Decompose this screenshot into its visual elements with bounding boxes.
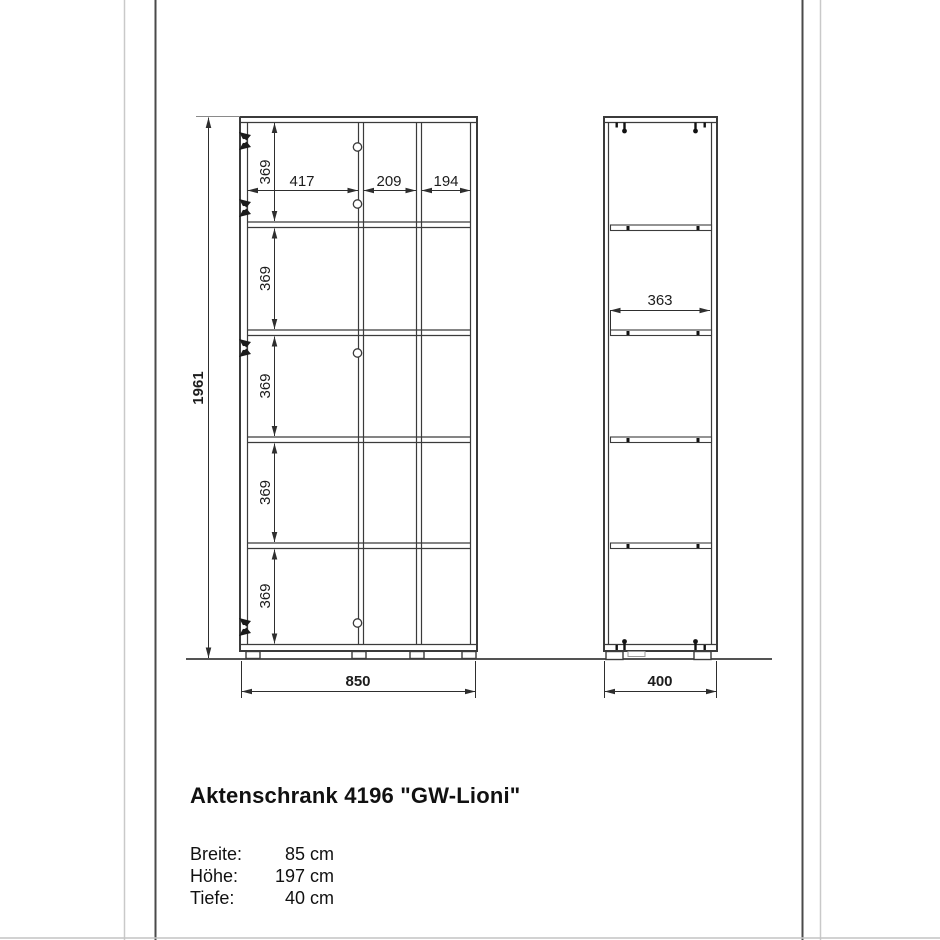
- depth-dim-label: 400: [647, 673, 673, 690]
- row-dim-label: 369: [256, 159, 274, 185]
- page-title: Aktenschrank 4196 "GW-Lioni": [190, 783, 521, 808]
- spec-row: [190, 843, 520, 865]
- knob-icon: [353, 200, 361, 208]
- bolt-icon: [704, 645, 706, 650]
- shelf-side: [611, 437, 712, 443]
- shelf-pin: [627, 226, 630, 230]
- row-dim-label: 369: [256, 479, 274, 506]
- column-dim-label: 417: [289, 173, 315, 190]
- width-dimension: [242, 661, 476, 698]
- spec-value: 197 cm: [274, 866, 334, 886]
- shelf-depth-dim-label: 363: [647, 292, 673, 309]
- depth-dimension: [605, 661, 717, 698]
- shelf-side: [611, 330, 712, 336]
- bolt-icon: [623, 642, 625, 650]
- shelf-pin: [697, 438, 700, 442]
- width-dim-label: 850: [345, 673, 371, 690]
- row-dim-label: 369: [256, 373, 274, 399]
- shelf-pin: [627, 438, 630, 442]
- product-info: [190, 783, 520, 909]
- shelf-pin: [627, 544, 630, 548]
- foot: [462, 652, 476, 659]
- shelf-pin: [627, 331, 630, 335]
- bolt-head-icon: [622, 129, 627, 134]
- foot: [694, 652, 711, 660]
- shelf-pin: [697, 226, 700, 230]
- knob-icon: [353, 143, 361, 151]
- foot: [246, 652, 260, 659]
- knob-icon: [353, 349, 361, 357]
- side-view: [604, 117, 717, 660]
- spec-row: [190, 865, 520, 887]
- height-dimension: [190, 117, 240, 659]
- foot-glide: [628, 652, 645, 657]
- foot: [410, 652, 424, 659]
- bolt-icon: [704, 123, 706, 128]
- shelf-pin: [697, 331, 700, 335]
- shelf-side: [611, 225, 712, 231]
- foot: [352, 652, 366, 659]
- spec-label: Tiefe:: [190, 888, 235, 908]
- bolt-icon: [694, 642, 696, 650]
- row-dim-label: 369: [256, 583, 274, 609]
- bolt-head-icon: [693, 129, 698, 134]
- cabinet-side-outline: [604, 117, 717, 651]
- spec-label: Breite:: [190, 844, 243, 864]
- spec-value: 40 cm: [284, 888, 334, 908]
- bolt-icon: [616, 123, 618, 128]
- row-dim-label: 369: [256, 265, 274, 292]
- front-feet: [246, 652, 476, 659]
- spec-value: 85 cm: [284, 844, 334, 864]
- column-dim-label: 194: [433, 173, 459, 190]
- bolt-icon: [616, 645, 618, 650]
- knob-icon: [353, 619, 361, 627]
- spec-label: Höhe:: [190, 866, 239, 886]
- spec-row: [190, 887, 520, 909]
- column-dim-label: 209: [376, 173, 402, 190]
- height-dim-label: 1961: [189, 371, 207, 405]
- foot: [606, 652, 623, 660]
- shelf-pin: [697, 544, 700, 548]
- shelf-side: [611, 543, 712, 549]
